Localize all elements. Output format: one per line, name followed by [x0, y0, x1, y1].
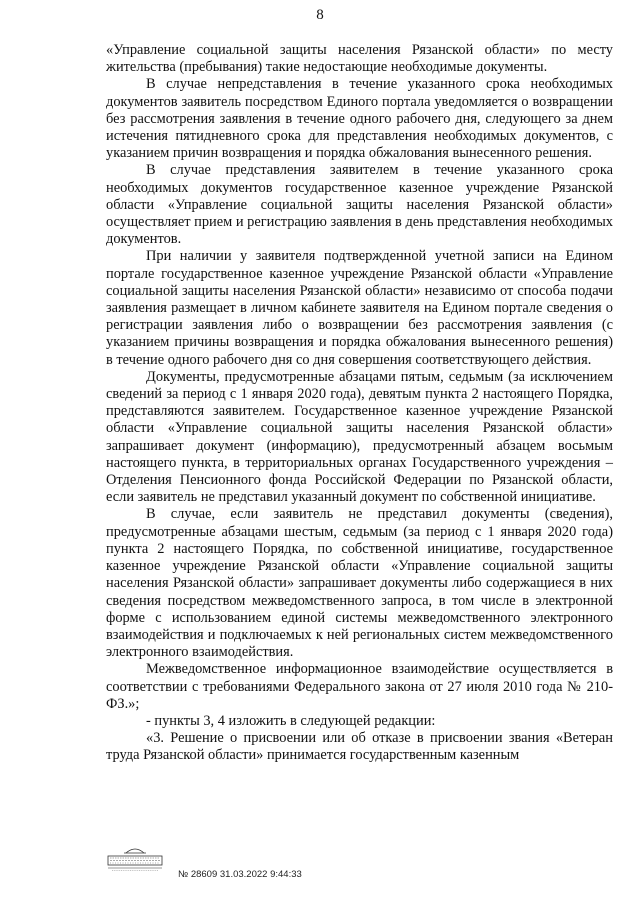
paragraph: «Управление социальной защиты населения Рязанской области» по месту жительства (пребывания) такие недостающие необходимые документы.	[106, 42, 613, 76]
document-body	[106, 42, 613, 765]
page-number: 8	[316, 7, 324, 23]
paragraph: Документы, предусмотренные абзацами пятым, седьмым (за исключением сведений за период с 1 января 2020 года), девятым пункта 2 настоящего Порядка, представляются заявителем. Государственное казенное учреждение Рязанской области «Управление социальной защиты населения Рязанской области» запрашивает документ (информацию), предусмотренный абзацем восьмым настоящего пункта, в территориальных органах Государственного учреждения – Отделения Пенсионного фонда Российской Федерации по Рязанской области, если заявитель не представил указанный документ по собственной инициативе.	[106, 368, 613, 506]
paragraph: В случае непредставления в течение указанного срока необходимых документов заявитель посредством Единого портала уведомляется о возвращении без рассмотрения заявления в течение одного рабочего дня, следующего за днем истечения пятидневного срока для представления необходимых документов, с указанием причин возвращения и порядка обжалования вынесенного решения.	[106, 76, 613, 162]
paragraph: В случае представления заявителем в течение указанного срока необходимых документов государственное казенное учреждение Рязанской области «Управление социальной защиты населения Рязанской области» осуществляет прием и регистрацию заявления в день представления необходимых документов.	[106, 162, 613, 248]
page-footer	[104, 844, 404, 894]
paragraph: «3. Решение о присвоении или об отказе в присвоении звания «Ветеран труда Рязанской области» принимается государственным казенным	[106, 730, 613, 764]
paragraph: При наличии у заявителя подтвержденной учетной записи на Едином портале государственное казенное учреждение Рязанской области «Управление социальной защиты населения Рязанской области» независимо от способа подачи заявления размещает в личном кабинете заявителя на Едином портале сведения о регистрации заявления либо о возвращении без рассмотрения заявления (с указанием причины возвращения и порядка обжалования вынесенного решения) в течение одного рабочего дня со дня совершения соответствующего действия.	[106, 248, 613, 368]
registry-stamp-icon	[104, 844, 166, 880]
paragraph: Межведомственное информационное взаимодействие осуществляется в соответствии с требованиями Федерального закона от 27 июля 2010 года № 210-ФЗ.»;	[106, 661, 613, 712]
paragraph: В случае, если заявитель не представил документы (сведения), предусмотренные абзацами шестым, седьмым (за период с 1 января 2020 года) пункта 2 настоящего Порядка, по собственной инициативе, государственное казенное учреждение Рязанской области «Управление социальной защиты населения Рязанской области» запрашивает документы либо содержащиеся в них сведения посредством межведомственного запроса, в том числе в электронной форме с использованием единой системы межведомственного электронного взаимодействия и подключаемых к ней региональных систем межведомственного электронного взаимодействия.	[106, 506, 613, 661]
paragraph: - пункты 3, 4 изложить в следующей редакции:	[146, 712, 436, 729]
document-id: № 28609 31.03.2022 9:44:33	[178, 869, 302, 880]
